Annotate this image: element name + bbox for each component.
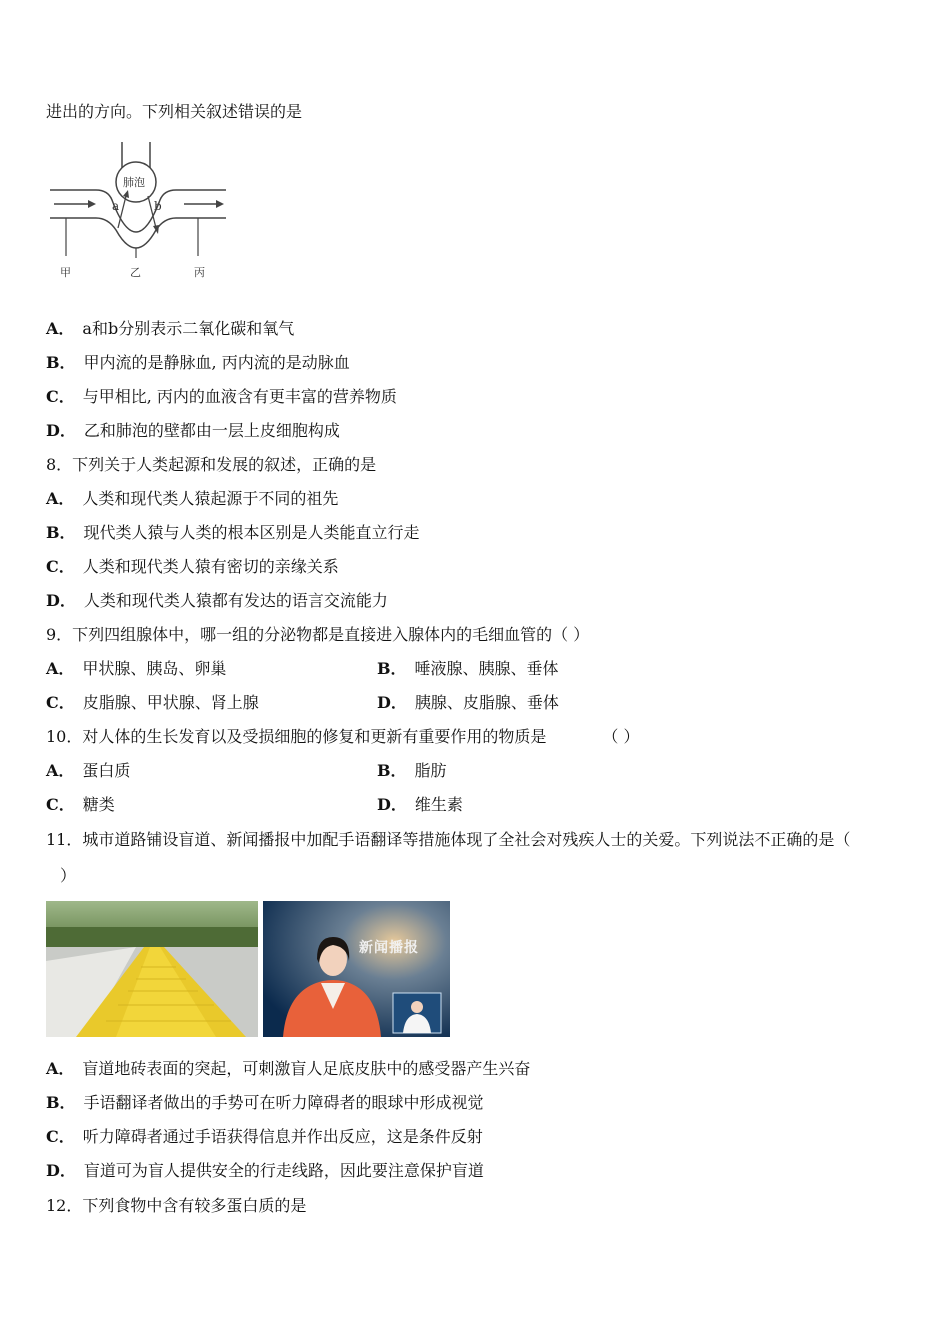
q10-options-row2 [46,795,906,815]
q8-option-c: C． 人类和现代类人猿有密切的亲缘关系 [46,557,339,576]
q8-option-d: D． 人类和现代类人猿都有发达的语言交流能力 [46,591,388,610]
tactile-paving-photo [46,901,258,1037]
q8-stem: 8．下列关于人类起源和发展的叙述，正确的是 [46,455,377,474]
news-broadcast-title: 新闻播报 [359,940,419,956]
news-broadcast-photo [263,901,450,1037]
q7-option-b: B． 甲内流的是静脉血, 丙内流的是动脉血 [46,353,350,372]
q10-option-c: C． 糖类 [46,795,115,814]
q7-stem: 进出的方向。下列相关叙述错误的是 [46,102,303,121]
q7-option-d: D． 乙和肺泡的壁都由一层上皮细胞构成 [46,421,340,440]
jia-label: 甲 [60,266,71,279]
q9-option-b: B． 唾液腺、胰腺、垂体 [377,659,559,678]
q9-stem: 9．下列四组腺体中，哪一组的分泌物都是直接进入腺体内的毛细血管的（ ） [46,625,590,644]
bing-label: 丙 [194,266,205,279]
q11-option-b: B． 手语翻译者做出的手势可在听力障碍者的眼球中形成视觉 [46,1093,484,1112]
q11-stem: 11．城市道路铺设盲道、新闻播报中加配手语翻译等措施体现了全社会对残疾人士的关爱。下列说法不正确的是（ [46,830,851,849]
q10-options-row1 [46,761,906,781]
alveolus-capillary-diagram [46,138,236,288]
q8-option-b: B． 现代类人猿与人类的根本区别是人类能直立行走 [46,523,420,542]
q10-option-a: A． 蛋白质 [46,761,131,780]
q7-option-c: C． 与甲相比, 丙内的血液含有更丰富的营养物质 [46,387,397,406]
gas-b-label: b [154,199,162,213]
q9-option-c: C． 皮脂腺、甲状腺、肾上腺 [46,693,259,712]
q10-option-b: B． 脂肪 [377,761,447,780]
q11-option-c: C． 听力障碍者通过手语获得信息并作出反应，这是条件反射 [46,1127,483,1146]
yi-label: 乙 [130,266,141,279]
q11-option-d: D． 盲道可为盲人提供安全的行走线路，因此要注意保护盲道 [46,1161,484,1180]
q11-option-a: A． 盲道地砖表面的突起，可刺激盲人足底皮肤中的感受器产生兴奋 [46,1059,531,1078]
q7-option-a: A． a和b分别表示二氧化碳和氧气 [46,319,295,338]
gas-a-label: a [112,199,120,213]
q8-option-a: A． 人类和现代类人猿起源于不同的祖先 [46,489,339,508]
q11-stem-cont: ） [60,866,77,885]
q12-stem: 12．下列食物中含有较多蛋白质的是 [46,1196,307,1215]
q9-options-row2 [46,693,906,713]
q10-option-d: D． 维生素 [377,795,463,814]
q10-stem: 10．对人体的生长发育以及受损细胞的修复和更新有重要作用的物质是 （ ） [46,727,640,746]
alveolus-label: 肺泡 [123,176,145,189]
q9-option-d: D． 胰腺、皮脂腺、垂体 [377,693,559,712]
q9-option-a: A． 甲状腺、胰岛、卵巢 [46,659,227,678]
q9-options-row1 [46,659,906,679]
